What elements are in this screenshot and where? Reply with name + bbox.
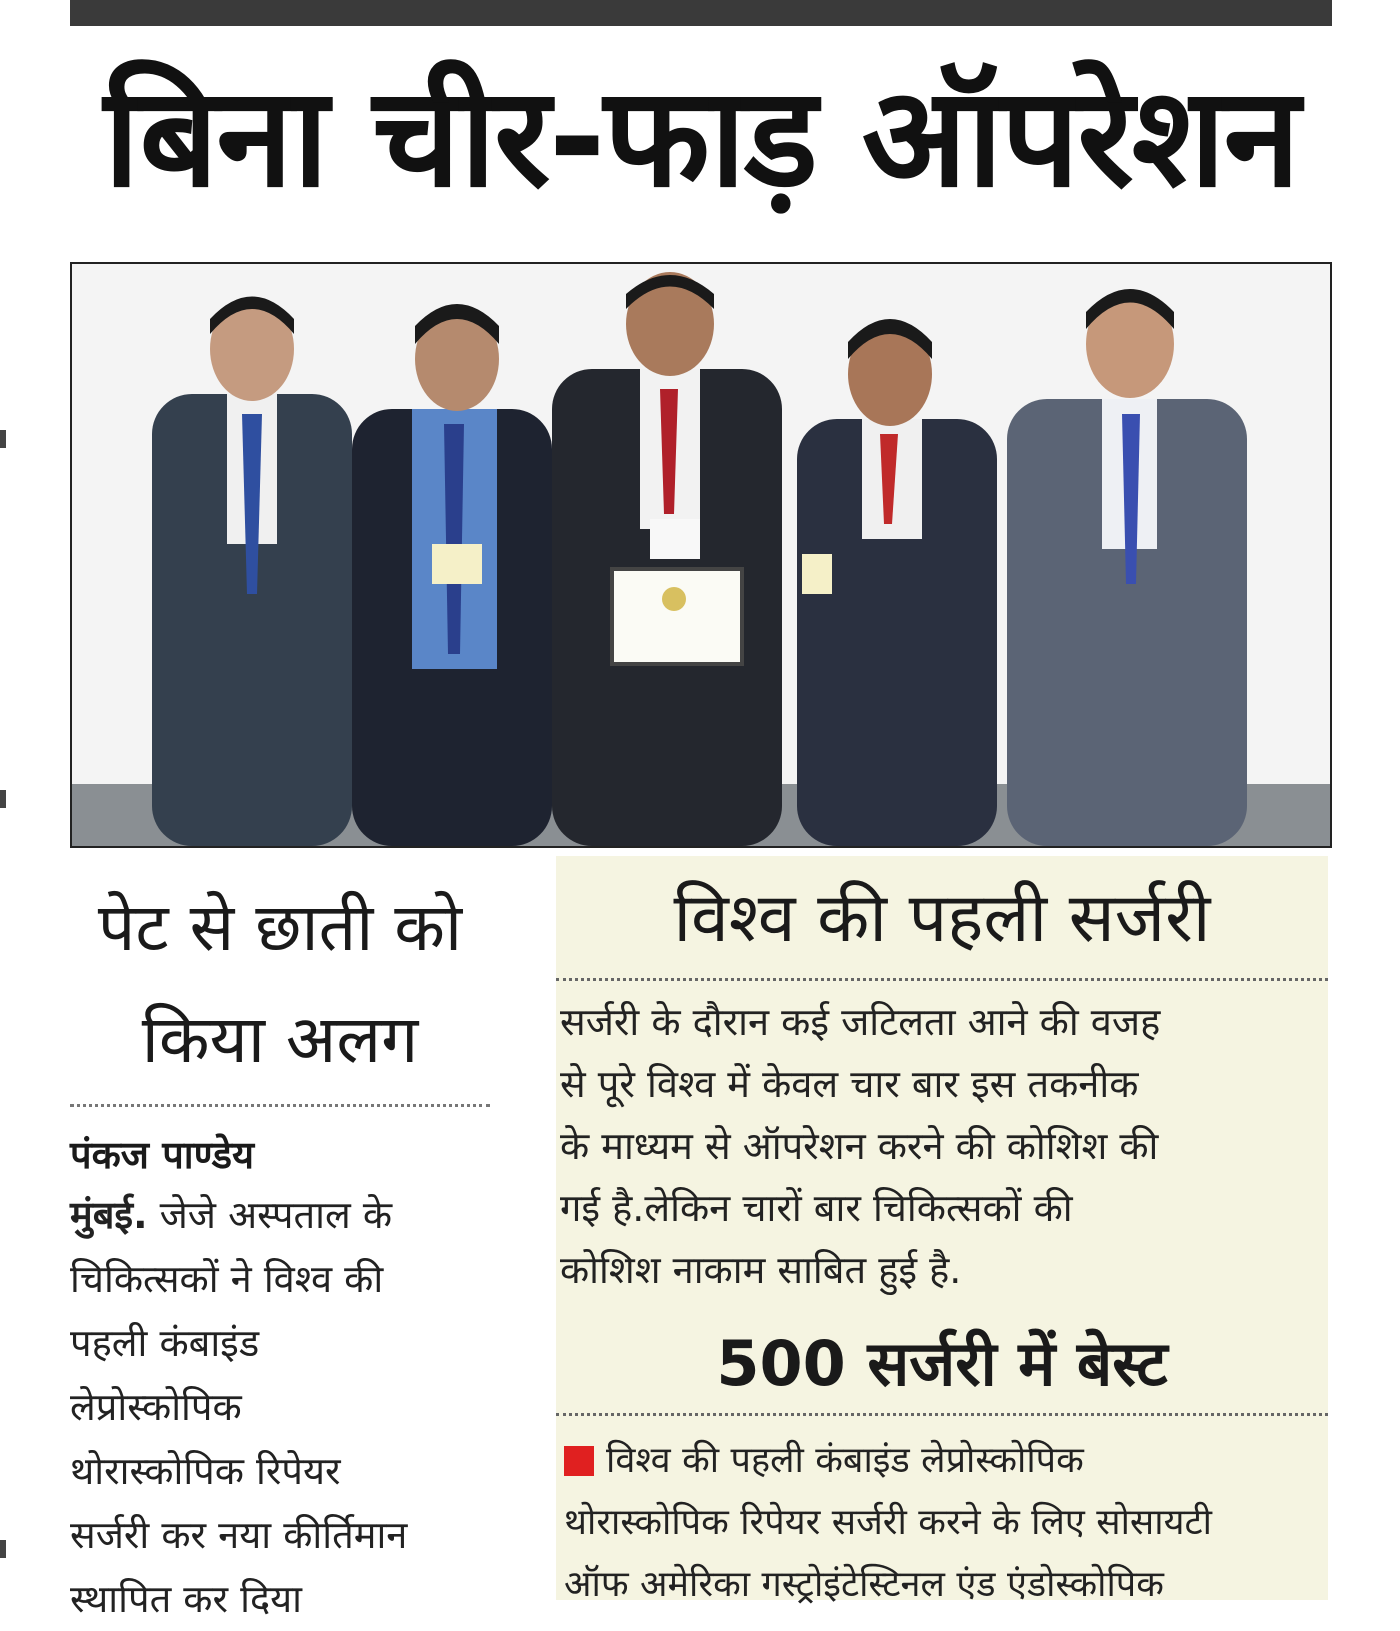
body-line: कोशिश नाकाम साबित हुई है. [560, 1248, 962, 1292]
byline: पंकज पाण्डेय [70, 1133, 255, 1177]
body-line: स्थापित कर दिया [70, 1577, 303, 1621]
right-sidebar-box [556, 856, 1328, 1605]
right-box-title: विश्व की पहली सर्जरी [673, 879, 1211, 958]
body-line: से पूरे विश्व में केवल चार बार इस तकनीक [560, 1062, 1139, 1106]
body-line: सर्जरी के दौरान कई जटिलता आने की वजह [560, 1000, 1161, 1044]
left-article [70, 872, 490, 1621]
edge-mark [0, 790, 6, 808]
bullet-paragraph [564, 1430, 1324, 1616]
dotted-divider [70, 1104, 490, 1107]
dotted-divider [556, 1413, 1328, 1416]
body-line: के माध्यम से ऑपरेशन करने की कोशिश की [560, 1124, 1159, 1168]
top-banner-bar [70, 0, 1332, 26]
edge-mark [0, 1540, 6, 1558]
left-article-body [70, 1183, 490, 1631]
dateline: मुंबई. [70, 1193, 148, 1237]
body-line: पहली कंबाइंड [70, 1321, 260, 1365]
dotted-divider [556, 978, 1328, 981]
red-bullet-icon [564, 1446, 594, 1476]
subhead: 500 सर्जरी में बेस्ट [716, 1327, 1168, 1400]
right-box-body [560, 991, 1300, 1301]
body-line: सर्जरी कर नया कीर्तिमान [70, 1513, 408, 1557]
left-article-title-line-2: किया अलग [141, 1001, 419, 1078]
group-photo-illustration [72, 264, 1330, 846]
bullet-line: विश्व की पहली कंबाइंड लेप्रोस्कोपिक [606, 1440, 1084, 1481]
headline: बिना चीर-फाड़ ऑपरेशन [103, 57, 1299, 218]
bullet-line: ऑफ अमेरिका गस्ट्रोइंटेस्टिनल एंड एंडोस्कोपिक [564, 1564, 1164, 1605]
body-line: लेप्रोस्कोपिक [70, 1385, 242, 1429]
body-line: गई है.लेकिन चारों बार चिकित्सकों की [560, 1186, 1073, 1230]
edge-mark [0, 430, 6, 448]
body-line: चिकित्सकों ने विश्व की [70, 1257, 384, 1301]
group-photo [70, 262, 1332, 848]
bullet-line: थोरास्कोपिक रिपेयर सर्जरी करने के लिए सोसायटी [564, 1502, 1212, 1543]
body-line: थोरास्कोपिक रिपेयर [70, 1449, 341, 1493]
left-article-title-line-1: पेट से छाती को [97, 889, 463, 966]
body-line: जेजे अस्पताल के [147, 1193, 393, 1237]
